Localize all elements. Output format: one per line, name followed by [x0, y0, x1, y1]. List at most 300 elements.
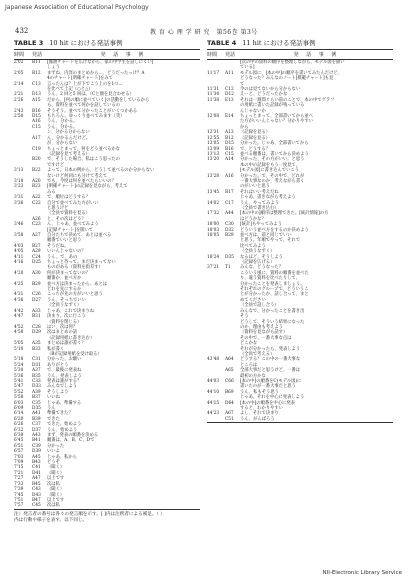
row-speaker: A16: [32, 119, 41, 125]
row-utterance: （記録を見る）: [240, 135, 271, 141]
journal-header: Japanese Association of Educational Psychology: [5, 4, 149, 11]
row-time: 7'57: [14, 503, 24, 509]
row-utterance: ものがある（資料を指差す）: [47, 265, 103, 271]
row-speaker: A67: [225, 411, 234, 417]
row-utterance: それは一週間ぐらい前のことで、本の中でグラフ: [240, 97, 335, 103]
table-3-header: [14, 49, 200, 60]
row-speaker: C17: [225, 200, 234, 206]
row-utterance: すると、わかりやすい: [240, 406, 283, 411]
row-speaker: A20: [32, 178, 41, 184]
row-speaker: B29: [32, 281, 41, 287]
row-time: 11'17: [207, 70, 220, 76]
row-time: 11'31: [207, 87, 220, 93]
row-speaker: B41: [32, 438, 41, 444]
row-utterance: どうなった？みんなのノート[模範チャート]も見: [240, 76, 334, 82]
row-time: 6'26: [14, 422, 24, 428]
row-speaker: A22: [32, 195, 41, 201]
table-3-body: [14, 60, 200, 510]
row-utterance: で、そうした場合、私はこう思ったの: [47, 157, 120, 163]
row-time: 3'58: [14, 233, 24, 238]
row-time: 7'09: [14, 460, 24, 466]
row-speaker: B20: [32, 157, 41, 163]
row-utterance: [明確チャート]の記録を見ながら、考えて: [47, 184, 128, 190]
row-time: 18'24: [207, 254, 220, 260]
row-utterance: のか、理由も考えよう: [240, 324, 283, 330]
row-time: 3'18: [14, 178, 24, 184]
row-speaker: D39: [32, 449, 41, 455]
row-time: 11'34: [207, 92, 220, 98]
row-speaker: C51: [225, 416, 234, 422]
row-utterance: （聞く）: [47, 487, 65, 493]
row-time: 4'03: [14, 243, 24, 249]
row-utterance: じゃあ、準備する: [47, 400, 82, 406]
note-line: 注）発言者の番号は各々の発言順を示す。[ ]内は注釈者による補足。（ ）: [14, 511, 165, 517]
row-speaker: B16: [225, 146, 234, 152]
row-utterance: （聞く）: [47, 492, 65, 498]
row-utterance: （記録を見る）: [240, 130, 271, 136]
row-utterance: が、分からない: [47, 141, 78, 147]
row-time: 12'08: [207, 114, 220, 120]
row-time: 12'55: [207, 135, 220, 141]
row-utterance: 自分たちで決めて、あとは並べる: [47, 233, 112, 238]
row-time: 44'23: [207, 411, 220, 417]
row-time: 2'50: [14, 114, 24, 120]
row-utterance: どこかな: [240, 341, 258, 347]
row-utterance: うん、がんばろう: [240, 416, 275, 422]
row-speaker: A29: [32, 249, 41, 255]
row-speaker: A15: [32, 97, 41, 103]
row-utterance: なるほど、そうしよう: [240, 254, 283, 260]
row-utterance: ん、分かるんだけど。: [47, 135, 91, 141]
row-utterance: （資料を閉じる）: [47, 319, 82, 325]
row-utterance: と思うけど: [47, 205, 69, 211]
row-time: 4'20: [14, 270, 24, 276]
row-utterance: うん、で、あの: [47, 254, 78, 260]
table-4-header: [207, 49, 393, 60]
row-time: 4'58: [14, 330, 24, 336]
row-utterance: （全員うなずく）: [47, 303, 82, 309]
row-utterance: とが分かったか、話し合って、まと: [240, 292, 309, 298]
row-speaker: A13: [225, 130, 234, 136]
row-utterance: でも、今度は何を並べたらいいの？: [47, 178, 116, 184]
row-speaker: D32: [225, 227, 234, 233]
row-speaker: D12: [225, 92, 234, 98]
row-utterance: 決まり。次に行こう: [47, 314, 86, 320]
row-utterance: 分かった、その方がいい。と思う: [240, 157, 305, 163]
row-speaker: B16: [32, 108, 41, 114]
row-utterance: どれを先にするか: [47, 287, 82, 293]
row-time: 5'47: [14, 384, 24, 390]
row-time: 2'26: [14, 97, 24, 103]
row-time: 3'46: [14, 222, 24, 228]
row-utterance: り、違う資料を比べたりして、: [240, 276, 301, 282]
row-utterance: うん: [47, 406, 56, 411]
row-utterance: [記録チャート]を開いて: [47, 227, 94, 233]
row-utterance: うん、2 回と5 回は。（Cと顔を見合わせる）: [47, 92, 134, 98]
row-utterance: で、順位はどうする？: [47, 195, 90, 201]
row-utterance: みる: [47, 189, 56, 195]
row-utterance: て: [240, 81, 245, 87]
row-utterance: [本の中]の順番を中心に発表: [240, 400, 295, 406]
col-speaker-header: 発話: [225, 52, 236, 58]
row-speaker: C41: [32, 465, 41, 471]
row-utterance: [醤油チャートを広げながら、家の中学生を話しにくい]: [47, 60, 154, 65]
row-speaker: B47: [32, 497, 41, 503]
row-utterance: まず、発表の順番を決める: [47, 433, 99, 439]
row-speaker: D64: [225, 400, 234, 406]
row-time: 13'09: [207, 146, 220, 152]
row-utterance: 順番でいいと思う: [47, 238, 82, 244]
row-speaker: C39: [32, 443, 41, 449]
row-utterance: 分かった、お願い: [47, 357, 82, 363]
row-time: 6'09: [14, 406, 24, 411]
row-time: 44'03: [207, 378, 220, 384]
row-utterance: （全員うなずく）: [240, 249, 275, 255]
row-utterance: はどうかな？: [240, 216, 266, 222]
row-utterance: いいね: [47, 395, 60, 401]
row-speaker: C19: [32, 146, 41, 152]
row-utterance: それぞれのグループで、どういうこ: [240, 287, 309, 293]
row-time: 17'32: [207, 211, 220, 217]
row-time: 3'31: [14, 195, 24, 201]
row-time: 7'33: [14, 481, 24, 487]
row-speaker: D41: [32, 470, 41, 476]
row-utterance: 並べる順番は、書いてから決めよう: [240, 151, 309, 157]
row-time: 5'10: [14, 346, 24, 352]
row-utterance: 分かった。じゃあ、全部書いてから: [240, 141, 309, 147]
row-speaker: A64: [225, 357, 234, 363]
row-time: 18'05: [207, 233, 220, 238]
row-utterance: 全部大事だと思うけど、一番は: [240, 368, 301, 374]
row-time: 5'18: [14, 357, 24, 363]
row-time: 4'36: [14, 297, 24, 303]
row-time: 7'15: [14, 465, 24, 471]
row-utterance: 自分で並べてみた方がいい: [47, 200, 99, 206]
row-speaker: D13: [32, 92, 41, 98]
row-utterance: ら、資料を並べて何かを話しているの: [47, 103, 121, 109]
row-time: 4'31: [14, 292, 24, 298]
row-utterance: の用紙に書いた記録が残っている: [240, 103, 305, 109]
table-3-label: TABLE 3: [14, 39, 44, 47]
row-utterance: （聞く）: [47, 465, 65, 471]
row-utterance: 最初の方かな: [240, 373, 266, 379]
row-time: 5'41: [14, 378, 24, 384]
row-utterance: 4のチャート[明確チャート]をみて: [47, 76, 113, 82]
row-utterance: うん、発表しよう: [47, 373, 82, 379]
row-utterance: どういう並べ方をするのか決めよう: [240, 227, 309, 233]
row-utterance: 以上です: [47, 497, 65, 503]
row-speaker: C15: [225, 151, 234, 157]
row-speaker: B35: [32, 373, 41, 379]
row-speaker: B12: [225, 135, 234, 141]
row-utterance: [本の中の]順序は整理できた。[統計情報]の方: [240, 211, 329, 217]
row-time: 6'20: [14, 416, 24, 422]
row-time: 4'16: [14, 260, 24, 266]
row-speaker: A17: [32, 135, 41, 141]
col-content-header: 発 話 事 例: [100, 52, 147, 58]
row-time: 5'36: [14, 373, 24, 379]
row-utterance: ところは: [240, 362, 258, 368]
row-utterance: 書いたのが一番大事だと思う: [240, 384, 296, 390]
row-utterance: （全員で話し合う）: [240, 303, 279, 309]
col-content-header: 発 話 事 例: [293, 52, 340, 58]
row-speaker: C12: [225, 87, 234, 93]
row-time: 7'27: [14, 476, 24, 482]
row-speaker: D33: [32, 384, 41, 390]
row-time: 13'13: [207, 151, 220, 157]
row-utterance: ありがとう: [47, 362, 69, 368]
row-speaker: A47: [32, 476, 41, 482]
row-utterance: （Bが記録用紙を受け取る）: [47, 351, 102, 357]
row-utterance: た方がいいんじゃない？分かりやすい: [240, 119, 314, 125]
row-utterance: （聞く）: [47, 470, 65, 476]
row-utterance: できた。始めよう: [47, 422, 82, 428]
row-utterance: 準備できた？: [47, 411, 73, 417]
row-speaker: B43: [32, 460, 41, 466]
row-time: 6'38: [14, 433, 24, 439]
row-time: 4'11: [14, 254, 24, 260]
row-speaker: C13: [32, 81, 41, 87]
row-utterance: 言ったんは？上が下でこう上のを1つ...: [47, 81, 123, 87]
row-utterance: うん、やってみよう: [240, 200, 279, 206]
row-speaker: A43: [32, 433, 41, 439]
row-speaker: A27: [32, 233, 41, 238]
row-speaker: D35: [225, 254, 234, 260]
row-utterance: 私が書く: [47, 346, 65, 352]
row-speaker: D25: [32, 260, 41, 266]
row-utterance: しょう: [47, 65, 60, 71]
row-speaker: C30: [225, 222, 234, 228]
row-speaker: E14: [225, 114, 234, 120]
row-speaker: D15: [32, 114, 41, 120]
row-speaker: C26: [32, 292, 41, 298]
row-speaker: B27: [32, 243, 41, 249]
row-utterance: 分かった。で、その中で、どれが: [240, 173, 305, 179]
row-utterance: どうして、そういう結果になった: [240, 319, 305, 325]
row-time: 4'52: [14, 324, 24, 330]
row-utterance: それはいい考えだね: [240, 189, 279, 195]
row-utterance: よし、それで決まり: [240, 411, 279, 417]
row-utterance: ですけど: [47, 162, 65, 168]
row-utterance: こっちが先の方がいいと思う: [47, 292, 103, 298]
row-time: 18'03: [207, 227, 220, 233]
table-4-body: [207, 60, 393, 423]
row-time: 6'32: [14, 427, 24, 433]
row-utterance: （記録用紙に書き込む）: [47, 335, 95, 341]
row-utterance: （記録を広げる）: [240, 260, 275, 266]
row-time: 6'45: [14, 438, 24, 444]
row-utterance: （資料を見ながら話す）: [240, 330, 288, 336]
row-utterance: 次はまとめの話: [47, 330, 78, 336]
row-speaker: D31: [32, 362, 41, 368]
row-utterance: うん、始めよう: [47, 427, 78, 433]
row-speaker: D27: [32, 297, 41, 303]
row-utterance: じゃあ、それを中心に発表しよう: [240, 395, 305, 401]
row-speaker: B22: [32, 168, 41, 174]
row-utterance: 今のは見てないから分からない: [240, 87, 301, 93]
row-time: 2'05: [14, 70, 24, 76]
row-utterance: 発表は誰がする？: [47, 378, 82, 384]
row-time: 5'05: [14, 341, 24, 347]
table-3-caption: [14, 38, 200, 47]
table-4-title: 11 hit における発話事例: [242, 39, 316, 47]
row-time: 4'47: [14, 314, 24, 320]
row-time: 18'00: [207, 222, 220, 228]
row-speaker: C15: [32, 124, 41, 130]
row-speaker: A37: [32, 368, 41, 374]
row-utterance: モデル図に、[本の中]の順序を書いてみたんだけど、: [240, 70, 342, 76]
table-4-caption: [207, 38, 393, 47]
row-speaker: D15: [225, 141, 234, 147]
row-utterance: で、最後に発表ね: [47, 368, 82, 374]
row-utterance: のがいいと思う: [240, 184, 271, 190]
row-speaker: C45: [32, 503, 41, 509]
row-time: 12'31: [207, 130, 220, 136]
row-speaker: C22: [32, 200, 41, 206]
row-utterance: まずね、内容のまとめから...、どうだったっけ？A: [47, 70, 145, 76]
row-utterance: 分かったことを発表しましょう。: [240, 281, 305, 287]
row-speaker: T1: [225, 265, 231, 271]
row-speaker: A30: [32, 270, 41, 276]
row-speaker: B45: [32, 481, 41, 487]
row-time: 4'05: [14, 249, 24, 255]
row-time: 44'15: [207, 400, 220, 406]
row-speaker: B69: [225, 389, 234, 395]
row-utterance: を比べて上記（○と△）: [47, 87, 93, 93]
row-speaker: C23: [32, 222, 41, 228]
row-utterance: （記録を見て考える）: [47, 151, 90, 157]
row-time: 6'57: [14, 449, 24, 455]
row-speaker: D35: [32, 406, 41, 411]
row-utterance: うん、分かる。: [47, 124, 78, 130]
row-time: 13'45: [207, 189, 220, 195]
row-utterance: （全員で資料を見る）: [47, 211, 90, 217]
row-speaker: B37: [32, 395, 41, 401]
row-speaker: C43: [32, 487, 41, 493]
row-utterance: ている]: [240, 65, 255, 71]
row-utterance: その中で、一番大事な点は: [240, 335, 292, 341]
row-utterance: 次は私: [47, 503, 60, 509]
row-utterance: うん、分かる。: [47, 119, 78, 125]
row-utterance: ちょっと待って。まだ決まってない: [47, 260, 116, 266]
row-speaker: A14: [225, 157, 234, 163]
col-speaker-header: 発話: [32, 52, 43, 58]
row-speaker: B31: [32, 314, 41, 320]
row-utterance: はい、次は何？: [47, 324, 78, 330]
row-time: 7'45: [14, 492, 24, 498]
row-time: 5'30: [14, 368, 24, 374]
table-row: [14, 503, 200, 508]
table-4: [207, 38, 393, 423]
row-speaker: E13: [225, 97, 234, 103]
row-utterance: それが分かったら、発表しよう: [240, 346, 301, 352]
row-time: 44'10: [207, 389, 220, 395]
row-time: 6'51: [14, 443, 24, 449]
row-time: 6'03: [14, 400, 24, 406]
row-utterance: 順番は、A、B、C、Dで: [47, 438, 95, 444]
row-utterance: と思う。年順でやって、それで: [240, 238, 301, 244]
row-speaker: C28: [32, 324, 41, 330]
row-utterance: できた: [47, 416, 60, 422]
row-time: 7'39: [14, 487, 24, 493]
row-time: 2'21: [14, 92, 24, 98]
row-utterance: 本の中の記録をもう一度見て、: [240, 162, 301, 168]
row-speaker: A16: [225, 173, 234, 179]
row-time: 2'43: [14, 108, 24, 114]
row-time: 5'52: [14, 389, 24, 395]
row-utterance: ちょっとまって、全部書いてから並べ: [240, 114, 313, 120]
row-speaker: D37: [32, 427, 41, 433]
row-utterance: 並べ方は決まったから、あとは: [47, 281, 108, 287]
row-speaker: B11: [32, 60, 41, 65]
row-speaker: B33: [32, 346, 41, 352]
row-utterance: 比べてみよう: [240, 243, 266, 249]
row-speaker: B17: [225, 189, 234, 195]
row-speaker: B12: [32, 70, 41, 76]
row-utterance: で、どうする？: [240, 146, 270, 152]
row-speaker: A39: [32, 389, 41, 395]
row-speaker: C35: [32, 400, 41, 406]
row-speaker: B23: [32, 184, 41, 190]
row-utterance: みんな、どうなった？: [240, 265, 283, 271]
table-row: [207, 417, 393, 422]
row-utterance: うん、私もそう思う: [240, 389, 279, 395]
row-utterance: 以上です: [47, 476, 65, 482]
row-speaker: C37: [32, 422, 41, 428]
table-4-label: TABLE 4: [207, 39, 237, 47]
row-time: 37'21: [207, 265, 220, 271]
row-utterance: うん、そっちでいい: [47, 297, 86, 303]
note-line: 内は行動や様子を表す。以下同じ。: [14, 517, 88, 523]
row-speaker: A41: [32, 411, 41, 417]
row-speaker: C31: [32, 357, 41, 363]
row-speaker: C33: [32, 378, 41, 384]
table-3: [14, 38, 200, 524]
row-time: 5'58: [14, 395, 24, 401]
row-utterance: [次の中の資料の順序を整理しながら、モデル図を描い: [240, 60, 345, 65]
row-utterance: ん、じゃあ、並べてみよう: [47, 222, 99, 228]
row-time: 2'02: [14, 60, 24, 65]
row-speaker: A11: [225, 70, 234, 76]
page-number: 432: [15, 27, 29, 35]
row-utterance: そう: [240, 314, 249, 320]
row-time: 6'14: [14, 411, 24, 417]
row-utterance: ちょっとまって、何をどう並べるかな: [47, 146, 120, 152]
row-time: 7'21: [14, 470, 24, 476]
row-utterance: 並べ方は、前と同じでいい: [240, 233, 292, 238]
row-utterance: から: [240, 124, 249, 130]
row-speaker: A65: [225, 368, 234, 374]
row-speaker: A33: [32, 308, 41, 314]
row-speaker: B29: [225, 233, 234, 238]
row-utterance: こういう風に、資料の順番を並べた: [240, 270, 309, 276]
row-utterance: えーと、どうだったかな: [240, 92, 288, 98]
row-time: 11'38: [207, 97, 220, 103]
row-utterance: [モデル図]に書き込んでいこう: [240, 168, 299, 174]
row-utterance: そうだね。: [47, 243, 69, 249]
row-speaker: D43: [32, 492, 41, 498]
row-speaker: B39: [32, 416, 41, 422]
row-utterance: ないけど何回にも分けて考えて: [47, 173, 108, 179]
row-utterance: いいよ: [47, 449, 60, 455]
row-utterance: 次は私: [47, 481, 60, 487]
row-speaker: A44: [225, 211, 234, 217]
row-utterance: いいんじゃないの？: [47, 249, 86, 255]
table-3-title: 10 hit における発話事例: [49, 39, 123, 47]
row-time: 13'05: [207, 141, 220, 147]
row-utterance: どうする？この中の一番大事な: [240, 357, 301, 363]
row-utterance: 何が決まってないの？: [47, 270, 90, 276]
